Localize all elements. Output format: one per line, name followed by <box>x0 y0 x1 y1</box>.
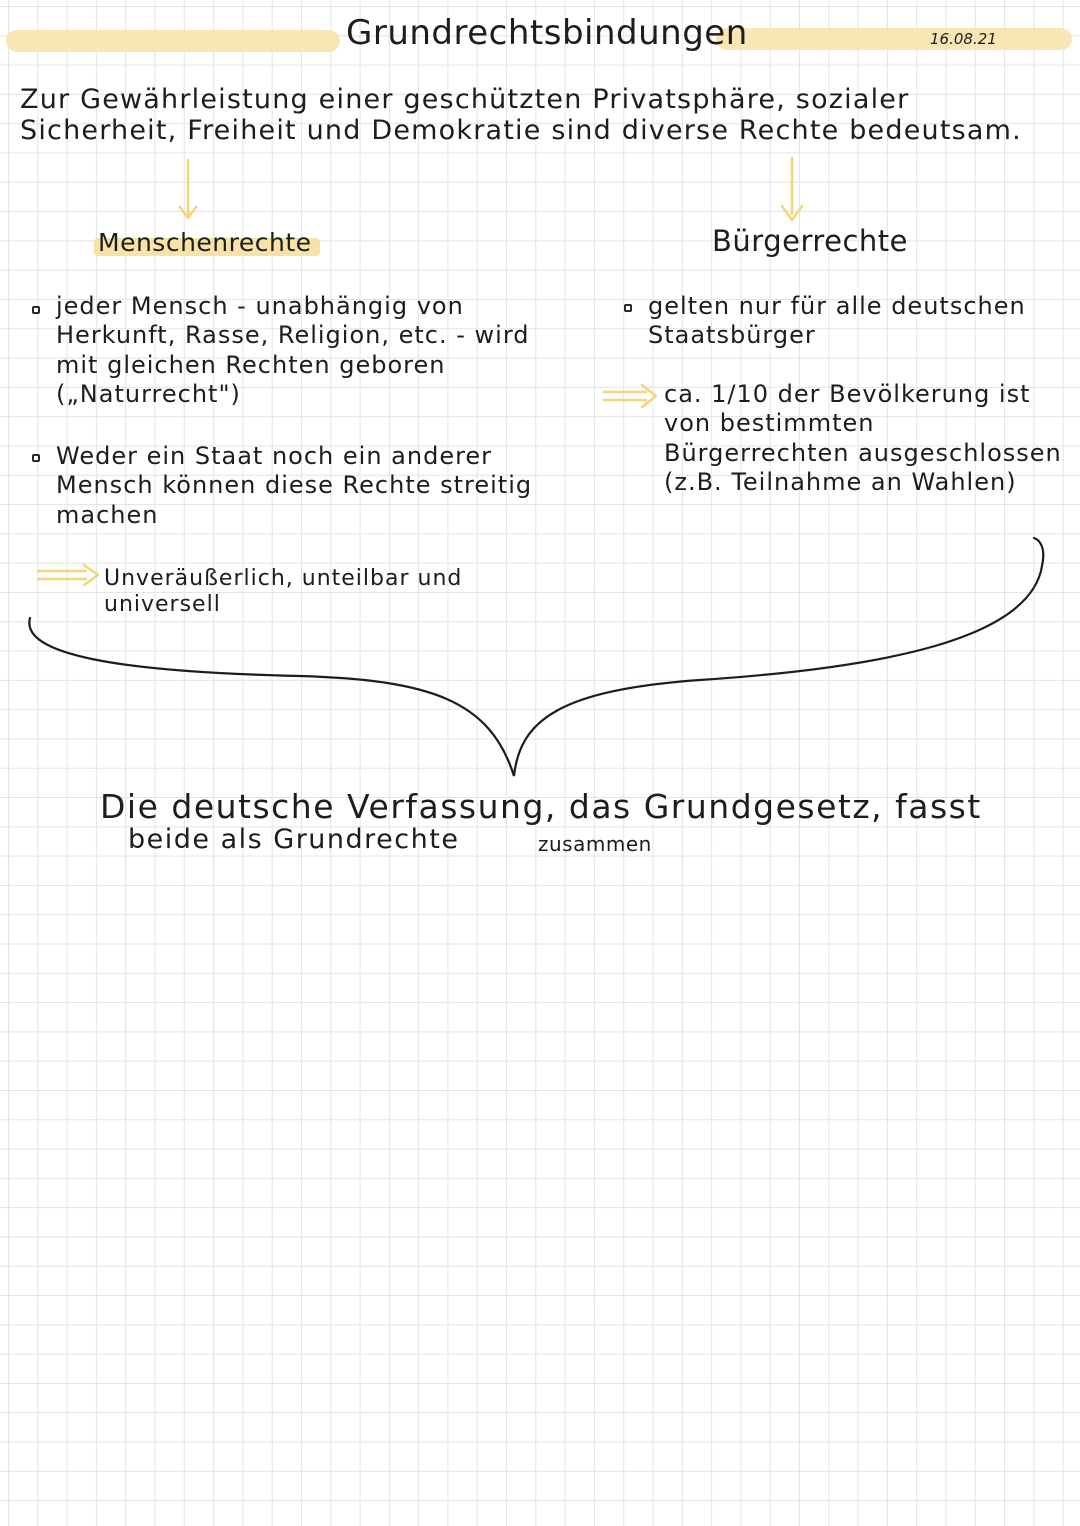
bullet-icon <box>32 454 40 462</box>
page-date: 16.08.21 <box>930 30 997 48</box>
summary-line-2: beide als Grundrechte <box>128 824 460 855</box>
bullet-text-3: gelten nur für alle deutschen Staatsbürger <box>648 292 1026 350</box>
down-arrow-left-icon <box>180 160 196 218</box>
double-arrow-right-icon <box>604 385 656 407</box>
page-title: Grundrechtsbindungen <box>346 13 748 53</box>
double-arrow-left-icon <box>38 565 98 585</box>
bullet-icon <box>32 306 40 314</box>
bullet-text-2: Weder ein Staat noch ein anderer Mensch können diese Rechte streitig machen <box>56 442 533 529</box>
summary-line-1: Die deutsche Verfassung, das Grundgesetz, fasst <box>100 787 982 826</box>
intro-text: Zur Gewährleistung einer geschützten Privatsphäre, sozialer Sicherheit, Freiheit und Demokratie sind diverse Rechte bedeutsam. <box>20 84 1022 147</box>
conclusion-menschenrechte: Unveräußerlich, unteilbar und universell <box>104 566 463 618</box>
bullet-text-1: jeder Mensch - unabhängig von Herkunft, Rasse, Religion, etc. - wird mit gleichen Rechten geboren („Naturrecht") <box>56 292 530 408</box>
heading-buergerrechte: Bürgerrechte <box>712 224 909 258</box>
summary-line-3: zusammen <box>538 832 652 856</box>
bullet-icon <box>624 304 632 312</box>
conclusion-buergerrechte: ca. 1/10 der Bevölkerung ist von bestimmten Bürgerrechten ausgeschlossen (z.B. Teilnahme an Wahlen) <box>664 380 1062 496</box>
heading-menschenrechte: Menschenrechte <box>98 228 312 257</box>
down-arrow-right-icon <box>782 158 802 220</box>
